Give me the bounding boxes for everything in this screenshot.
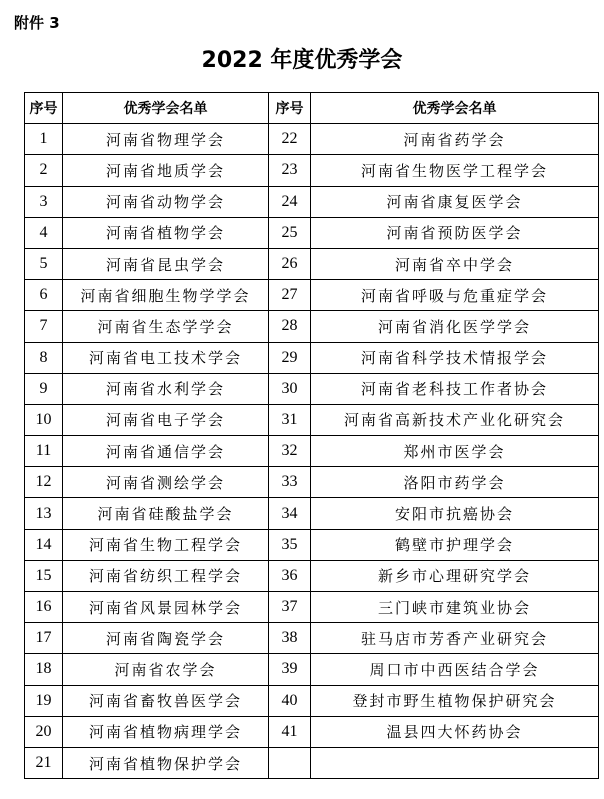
society-name-right: 河南省呼吸与危重症学会	[311, 280, 599, 311]
header-number-left: 序号	[25, 93, 63, 124]
society-name-left: 河南省植物保护学会	[63, 747, 269, 778]
row-number-left: 9	[25, 373, 63, 404]
society-name-left: 河南省硅酸盐学会	[63, 498, 269, 529]
table-row	[25, 498, 599, 529]
row-number-left: 15	[25, 560, 63, 591]
society-name-right: 驻马店市芳香产业研究会	[311, 623, 599, 654]
society-name-left: 河南省生物工程学会	[63, 529, 269, 560]
row-number-left: 7	[25, 311, 63, 342]
table-row	[25, 436, 599, 467]
society-name-left: 河南省植物病理学会	[63, 716, 269, 747]
row-number-right: 38	[269, 623, 311, 654]
table-row	[25, 280, 599, 311]
table-row	[25, 186, 599, 217]
society-name-left: 河南省生态学学会	[63, 311, 269, 342]
row-number-right: 24	[269, 186, 311, 217]
row-number-right: 28	[269, 311, 311, 342]
table-row	[25, 217, 599, 248]
society-name-left: 河南省畜牧兽医学会	[63, 685, 269, 716]
row-number-left: 8	[25, 342, 63, 373]
row-number-left: 10	[25, 404, 63, 435]
society-name-right: 河南省康复医学会	[311, 186, 599, 217]
table-row	[25, 155, 599, 186]
row-number-right: 32	[269, 436, 311, 467]
header-name-right: 优秀学会名单	[311, 93, 599, 124]
row-number-right: 34	[269, 498, 311, 529]
society-name-left: 河南省通信学会	[63, 436, 269, 467]
row-number-left: 14	[25, 529, 63, 560]
table-row	[25, 342, 599, 373]
society-name-left: 河南省农学会	[63, 654, 269, 685]
society-name-right: 河南省预防医学会	[311, 217, 599, 248]
society-name-right: 郑州市医学会	[311, 436, 599, 467]
society-name-right	[311, 747, 599, 778]
society-table	[24, 92, 599, 779]
row-number-right	[269, 747, 311, 778]
row-number-right: 36	[269, 560, 311, 591]
society-name-left: 河南省物理学会	[63, 124, 269, 155]
page-title: 2022 年度优秀学会	[201, 48, 403, 73]
society-name-right: 三门峡市建筑业协会	[311, 592, 599, 623]
row-number-right: 30	[269, 373, 311, 404]
row-number-right: 23	[269, 155, 311, 186]
row-number-right: 41	[269, 716, 311, 747]
row-number-left: 4	[25, 217, 63, 248]
row-number-left: 21	[25, 747, 63, 778]
table-row	[25, 373, 599, 404]
row-number-left: 11	[25, 436, 63, 467]
society-name-right: 河南省高新技术产业化研究会	[311, 404, 599, 435]
row-number-left: 1	[25, 124, 63, 155]
row-number-left: 17	[25, 623, 63, 654]
society-name-right: 登封市野生植物保护研究会	[311, 685, 599, 716]
society-name-right: 洛阳市药学会	[311, 467, 599, 498]
society-name-right: 温县四大怀药协会	[311, 716, 599, 747]
table-row	[25, 685, 599, 716]
society-name-left: 河南省纺织工程学会	[63, 560, 269, 591]
row-number-left: 2	[25, 155, 63, 186]
row-number-left: 19	[25, 685, 63, 716]
row-number-right: 40	[269, 685, 311, 716]
society-name-left: 河南省测绘学会	[63, 467, 269, 498]
table-row	[25, 467, 599, 498]
row-number-left: 18	[25, 654, 63, 685]
society-name-left: 河南省风景园林学会	[63, 592, 269, 623]
row-number-right: 31	[269, 404, 311, 435]
row-number-right: 33	[269, 467, 311, 498]
attachment-label: 附件 3	[14, 14, 60, 32]
row-number-right: 29	[269, 342, 311, 373]
society-name-left: 河南省动物学会	[63, 186, 269, 217]
row-number-right: 25	[269, 217, 311, 248]
row-number-right: 35	[269, 529, 311, 560]
row-number-left: 12	[25, 467, 63, 498]
society-name-right: 周口市中西医结合学会	[311, 654, 599, 685]
table-row	[25, 529, 599, 560]
row-number-left: 13	[25, 498, 63, 529]
society-name-left: 河南省地质学会	[63, 155, 269, 186]
society-name-right: 河南省生物医学工程学会	[311, 155, 599, 186]
table-row	[25, 592, 599, 623]
table-row	[25, 623, 599, 654]
row-number-left: 20	[25, 716, 63, 747]
society-name-right: 河南省老科技工作者协会	[311, 373, 599, 404]
table-header-row	[25, 93, 599, 124]
society-name-right: 鹤壁市护理学会	[311, 529, 599, 560]
row-number-left: 3	[25, 186, 63, 217]
table-row	[25, 311, 599, 342]
row-number-left: 16	[25, 592, 63, 623]
society-name-right: 河南省卒中学会	[311, 248, 599, 279]
table-row	[25, 747, 599, 778]
header-number-right: 序号	[269, 93, 311, 124]
table-row	[25, 404, 599, 435]
society-name-left: 河南省昆虫学会	[63, 248, 269, 279]
society-name-left: 河南省陶瓷学会	[63, 623, 269, 654]
table-row	[25, 560, 599, 591]
header-name-left: 优秀学会名单	[63, 93, 269, 124]
society-name-left: 河南省电子学会	[63, 404, 269, 435]
table-row	[25, 654, 599, 685]
society-name-left: 河南省细胞生物学学会	[63, 280, 269, 311]
row-number-right: 27	[269, 280, 311, 311]
society-name-left: 河南省水利学会	[63, 373, 269, 404]
society-name-right: 安阳市抗癌协会	[311, 498, 599, 529]
row-number-left: 5	[25, 248, 63, 279]
row-number-right: 26	[269, 248, 311, 279]
society-name-right: 河南省科学技术情报学会	[311, 342, 599, 373]
row-number-right: 39	[269, 654, 311, 685]
society-name-left: 河南省植物学会	[63, 217, 269, 248]
table-row	[25, 248, 599, 279]
society-name-right: 河南省消化医学学会	[311, 311, 599, 342]
table-row	[25, 124, 599, 155]
row-number-right: 22	[269, 124, 311, 155]
society-name-left: 河南省电工技术学会	[63, 342, 269, 373]
society-name-right: 新乡市心理研究学会	[311, 560, 599, 591]
table-row	[25, 716, 599, 747]
row-number-right: 37	[269, 592, 311, 623]
society-name-right: 河南省药学会	[311, 124, 599, 155]
row-number-left: 6	[25, 280, 63, 311]
